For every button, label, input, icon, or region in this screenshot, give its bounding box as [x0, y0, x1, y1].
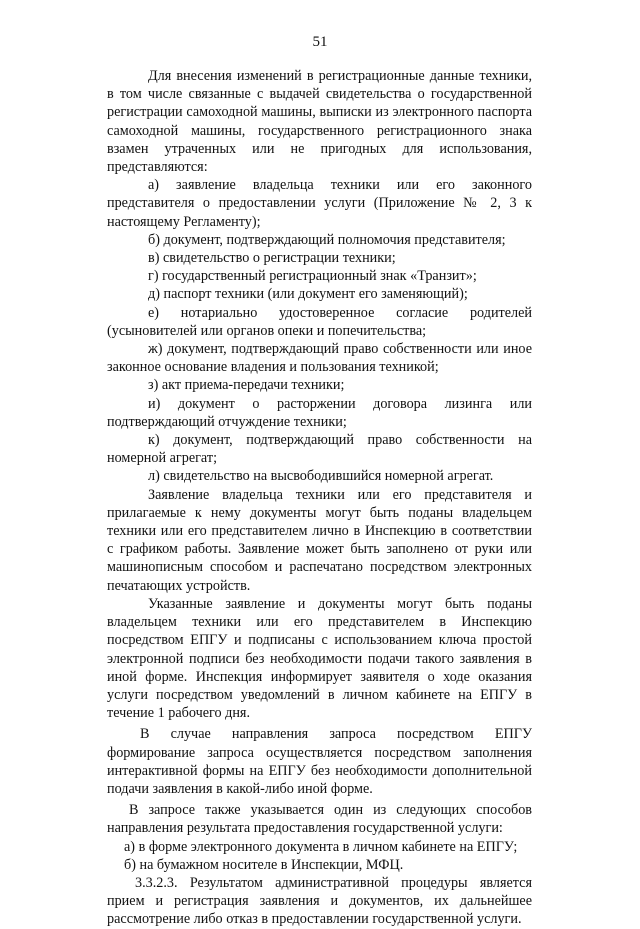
page-number: 51 [312, 34, 328, 50]
list-item-zh: ж) документ, подтверждающий право собственности или иное законное основание владения и пользования техникой; [107, 341, 532, 376]
paragraph-procedure-result: 3.3.2.3. Результатом административной процедуры является прием и регистрация заявления и документов, их дальнейшее рассмотрение либо отказ в предоставлении государственной услуги. [107, 874, 532, 928]
list-item-d: д) паспорт техники (или документ его заменяющий); [148, 286, 468, 303]
method-item-a: а) в форме электронного документа в личном кабинете на ЕПГУ; [124, 838, 518, 855]
list-item-e: е) нотариально удостоверенное согласие родителей (усыновителей или органов опеки и попечительства; [107, 304, 532, 339]
method-item-b: б) на бумажном носителе в Инспекции, МФЦ. [124, 856, 404, 873]
list-item-l: л) свидетельство на высвободившийся номерной агрегат. [148, 468, 494, 485]
paragraph-submission-epgu: Указанные заявление и документы могут быть поданы владельцем техники или его представителем в Инспекцию посредством ЕПГУ и подписаны с использованием ключа простой электронной подписи без необходимости подачи такого заявления в иной форме. Инспекция информирует заявителя о ходе оказания услуги посредством уведомлений в личном кабинете на ЕПГУ в течение 1 рабочего дня. [107, 595, 532, 722]
document-body [107, 67, 532, 929]
list-item-i: и) документ о расторжении договора лизинга или подтверждающий отчуждение техники; [107, 395, 532, 430]
list-item-z: з) акт приема-передачи техники; [148, 377, 345, 394]
list-item-v: в) свидетельство о регистрации техники; [148, 250, 396, 267]
list-item-b: б) документ, подтверждающий полномочия представителя; [148, 231, 506, 248]
list-item-k: к) документ, подтверждающий право собственности на номерной агрегат; [107, 432, 532, 467]
paragraph-result-methods: В запросе также указывается один из следующих способов направления результата предоставления государственной услуги: [107, 802, 532, 837]
paragraph-intro: Для внесения изменений в регистрационные данные техники, в том числе связанные с выдачей свидетельства о государственной регистрации самоходной машины, выписки из электронного паспорта самоходной машины, государственного регистрационного знака взамен утраченных или не пригодных для использования, представляются: [107, 68, 532, 176]
list-item-a: а) заявление владельца техники или его законного представителя о предоставлении услуги (Приложение № 2, 3 к настоящему Регламенту); [107, 177, 532, 230]
paragraph-epgu-request: В случае направления запроса посредством ЕПГУ формирование запроса осуществляется посредством заполнения интерактивной формы на ЕПГУ без необходимости дополнительной подачи заявления в какой-либо иной форме. [107, 726, 532, 797]
paragraph-submission-in-person: Заявление владельца техники или его представителя и прилагаемые к нему документы могут быть поданы владельцем техники или его представителем лично в Инспекцию в соответствии с графиком работы. Заявление может быть заполнено от руки или машинописным способом и распечатано посредством электронных печатающих устройств. [107, 486, 532, 594]
list-item-g: г) государственный регистрационный знак «Транзит»; [148, 268, 477, 285]
